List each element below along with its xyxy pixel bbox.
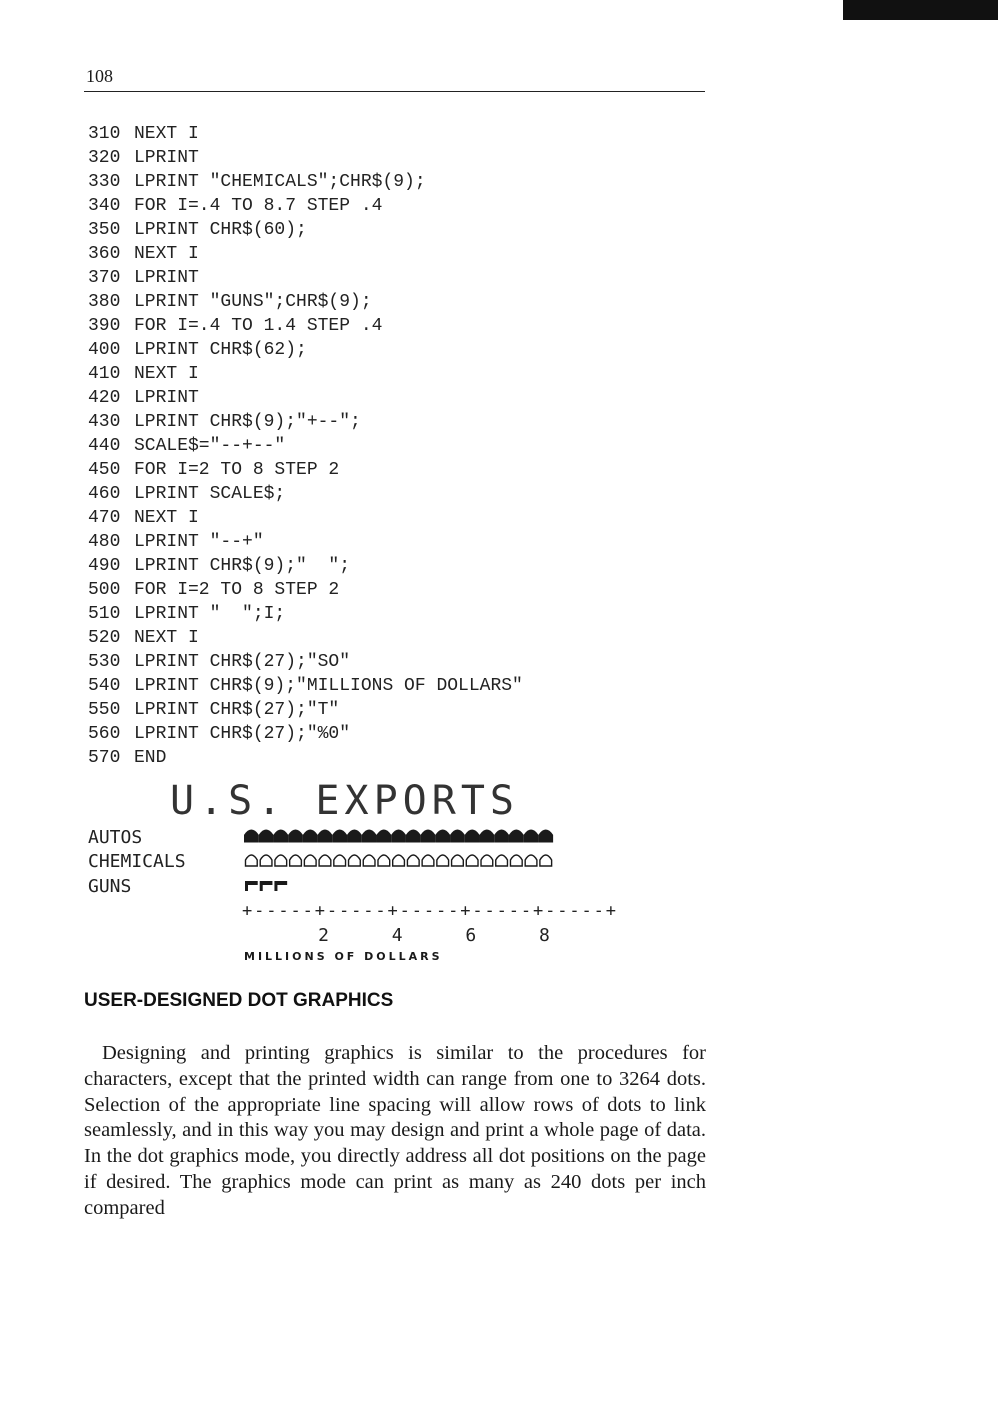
line-number: 540 [88,676,121,696]
section-heading: USER-DESIGNED DOT GRAPHICS [84,990,394,1011]
bar-glyph [260,855,272,866]
bar-glyph [274,881,287,891]
line-number: 430 [88,412,121,432]
bar-glyph [274,830,288,842]
line-code: NEXT I [134,508,199,528]
bar-glyph [437,855,449,866]
line-number: 440 [88,436,121,456]
bar-glyph [245,830,259,842]
line-number: 500 [88,580,121,600]
line-number: 420 [88,388,121,408]
line-code: LPRINT CHR$(60); [134,220,307,240]
line-number: 460 [88,484,121,504]
line-code: NEXT I [134,244,199,264]
bar-glyph [421,830,435,842]
bar-glyph [407,855,419,866]
line-code: LPRINT "GUNS";CHR$(9); [134,292,372,312]
line-code: NEXT I [134,364,199,384]
line-number: 320 [88,148,121,168]
body-paragraph: Designing and printing graphics is similar to the procedures for characters, except that the printed width can range from one to 3264 dots. Selection of the appropriate line spacing will allow rows of dots to link seamlessly, and in this way you may design and print a whole page of data. In the dot graphics mode, you directly address all dot positions on the page if desired. The graphics mode can print as many as 240 dots per inch compared [84,1042,706,1219]
bar-glyph [422,855,434,866]
bar-glyph [290,855,302,866]
line-code: LPRINT [134,268,199,288]
bar-glyph [334,855,346,866]
bar-glyph [392,830,406,842]
bar-glyph [362,830,376,842]
bar-glyph [393,855,405,866]
line-code: LPRINT CHR$(9);"MILLIONS OF DOLLARS" [134,676,523,696]
bar-glyph [377,830,391,842]
x-tick-label: 2 [318,925,330,946]
line-code: LPRINT "CHEMICALS";CHR$(9); [134,172,426,192]
line-code: LPRINT [134,148,199,168]
bar-glyph [246,855,258,866]
bar-glyph [496,855,508,866]
line-number: 330 [88,172,121,192]
bar-glyph [480,830,494,842]
line-number: 520 [88,628,121,648]
line-code: LPRINT [134,388,199,408]
line-code: FOR I=.4 TO 1.4 STEP .4 [134,316,383,336]
bar-glyph [436,830,450,842]
line-code: SCALE$="--+--" [134,436,286,456]
line-number: 410 [88,364,121,384]
line-number: 370 [88,268,121,288]
bar-glyph [349,855,361,866]
bar-glyph [275,855,287,866]
line-number: 490 [88,556,121,576]
line-number: 360 [88,244,121,264]
bar-glyph [495,830,509,842]
x-tick-label: 4 [391,925,403,946]
bar-glyph [260,881,273,891]
bar-glyph [539,830,553,842]
line-code: LPRINT CHR$(9);"+--"; [134,412,361,432]
bar-glyph [451,830,465,842]
line-code: FOR I=.4 TO 8.7 STEP .4 [134,196,383,216]
bar-glyph [245,881,258,891]
bar-glyph [465,830,479,842]
x-axis-scale: +-----+-----+-----+-----+-----+ [242,901,616,921]
line-number: 350 [88,220,121,240]
x-tick-label: 8 [538,925,550,946]
page-number: 108 [86,66,113,86]
line-code: LPRINT CHR$(27);"SO" [134,652,351,672]
bar-glyph [452,855,464,866]
category-label: GUNS [88,876,132,897]
bar-glyph [466,855,478,866]
line-number: 450 [88,460,121,480]
line-code: LPRINT CHR$(9);" "; [134,556,351,576]
bar-glyph [259,830,273,842]
bar-glyph [304,855,316,866]
line-code: NEXT I [134,628,199,648]
line-code: LPRINT " ";I; [134,604,286,624]
bar-glyph [378,855,390,866]
line-number: 310 [88,124,121,144]
line-number: 570 [88,748,121,768]
bar-glyph [540,855,552,866]
bar-glyph [303,830,317,842]
bar-glyph [510,855,522,866]
line-code: LPRINT CHR$(27);"%0" [134,724,351,744]
line-number: 400 [88,340,121,360]
bar-glyph [525,855,537,866]
line-number: 470 [88,508,121,528]
x-axis-label: MILLIONS OF DOLLARS [244,950,443,963]
category-label: CHEMICALS [88,851,186,872]
x-tick-label: 6 [465,925,477,946]
line-number: 340 [88,196,121,216]
bar-glyph [481,855,493,866]
line-number: 480 [88,532,121,552]
line-code: LPRINT SCALE$; [134,484,286,504]
line-number: 530 [88,652,121,672]
bar-glyph [333,830,347,842]
chart-title: U.S. EXPORTS [170,778,519,824]
line-number: 390 [88,316,121,336]
bar-glyph [319,855,331,866]
bar-glyph [348,830,362,842]
bar-glyph [363,855,375,866]
line-code: LPRINT CHR$(27);"T" [134,700,340,720]
line-number: 550 [88,700,121,720]
line-code: NEXT I [134,124,199,144]
bar-glyph [524,830,538,842]
line-number: 560 [88,724,121,744]
line-code: FOR I=2 TO 8 STEP 2 [134,580,340,600]
line-number: 510 [88,604,121,624]
line-code: END [134,748,167,768]
bar-glyph [289,830,303,842]
line-code: LPRINT "--+" [134,532,264,552]
category-label: AUTOS [88,827,143,848]
bar-glyph [406,830,420,842]
line-code: LPRINT CHR$(62); [134,340,307,360]
line-number: 380 [88,292,121,312]
line-code: FOR I=2 TO 8 STEP 2 [134,460,340,480]
bar-glyph [318,830,332,842]
bar-glyph [509,830,523,842]
